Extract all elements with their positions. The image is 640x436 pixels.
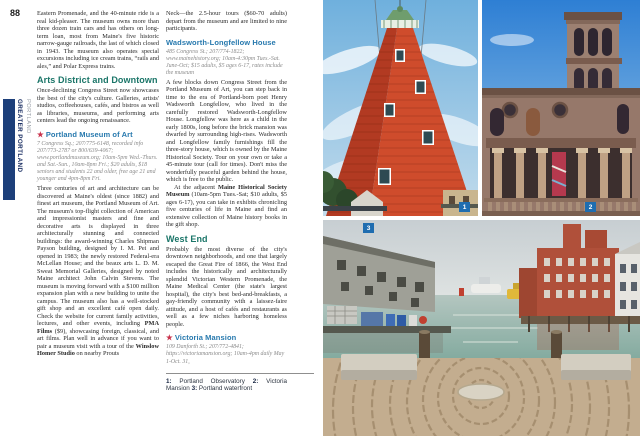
bold-winslow-homer-studio: Winslow Homer Studio: [37, 342, 159, 358]
listing-details: 7 Congress Sq.; 207/775-6148, recorded info 207/773-2787 or 800/639-4067; www.portlandmuseum.org; 10am-5pm Wed.-Thurs. and Sat.-Sun., 10am-8pm Fri.; $20 adults, $18 seniors and students 22 and older, free age 21 and younger and 4pm-8pm Fri.: [37, 140, 158, 182]
photo-number-badge: 2: [585, 202, 596, 212]
chapter-tab-bar: [3, 99, 15, 200]
bold-maine-historical-society: Maine Historical Society Museum: [166, 183, 287, 199]
listing-heading-victoria-mansion: [166, 333, 287, 342]
paragraph: Eastern Promenade, and the 40-minute ride is a real kid-pleaser. The museum owns more than three dozen train cars and has others on long-term loan, most from Maine's five historic narrow-gauge railroads, the last of which closed in 1943. The museum also operates special excursions including ice cream trains, “rails and ales,” and Polar Express trains.: [37, 10, 159, 70]
section-heading-arts-district: Arts District and Downtown: [37, 75, 158, 85]
bold-pma-films: PMA Films: [37, 320, 159, 335]
star-icon: ★: [166, 333, 173, 343]
photo-number-badge: 1: [459, 202, 470, 212]
listing-heading-wadsworth-longfellow: Wadsworth-Longfellow House: [166, 37, 276, 47]
listing-heading-portland-museum: [37, 130, 159, 139]
mansion-illustration: [482, 0, 640, 216]
photo-victoria-mansion: [482, 0, 640, 216]
photo-portland-observatory: [323, 0, 478, 216]
listing-details: 109 Danforth St.; 207/772-4841; https://victoriamansion.org; 10am-4pm daily May 1-Oct. 31,: [166, 344, 285, 365]
photo-caption: 1: Portland Observatory 2: Victoria Mansion 3: Portland waterfront: [166, 377, 287, 393]
photo-portland-waterfront: [323, 220, 640, 436]
paragraph: Neck—the 2.5-hour tours ($60-70 adults) depart from the museum and are limited to nine participants.: [166, 10, 287, 32]
listing-title: Victoria Mansion: [174, 333, 237, 343]
paragraph: Probably the most diverse of the city's downtown neighborhoods, and one that largely escaped the Great Fire of 1866, the West End includes the historically and architecturally splendid Victorian Western Promenade, the Maine Medical Center (the state's largest hospital), the city's best bed-and-breakfasts, a gay-friendly community with a laissez-faire attitude, and a host of cafés and restaurants as well as a few niches harboring homeless people.: [166, 245, 287, 328]
section-heading-west-end: West End: [166, 233, 208, 244]
page-number: 88: [10, 8, 21, 18]
observatory-illustration: [323, 0, 478, 216]
text-column-right: [166, 10, 287, 393]
chapter-tab-sublabel: PORTLAND: [25, 99, 31, 134]
paragraph: At the adjacent Maine Historical Society Museum (10am-5pm Tues.-Sat; $10 adults, $5 ages 6-17), you can take in exhibits chronicling five centuries of life in Maine and find an extensive collection of Maine history books in the gift shop.: [166, 183, 287, 229]
star-icon: ★: [37, 129, 44, 139]
text-column-left: [37, 10, 159, 358]
listing-details: 485 Congress St.; 207/774-1822; www.mainehistory.org; 10am-4:30pm Tues.-Sat. June-Oct; $15 adults, $5 ages 6-17, rates include the museum: [166, 48, 283, 76]
paragraph: Three centuries of art and architecture can be discovered at Maine's oldest (since 1882) and finest art museum, the Portland Museum of Art. The museum's top-flight collection of American and impressionist masters and fine and decorative arts is displayed in three architecturally stunning and connected buildings: the award-winning Charles Shipman Payson building, designed by I. M. Pei and opened in 1983; the newly restored Federal-era McLellan House; and the beaux arts L. D. M. Sweat Memorial Galleries, designed by noted Maine architect John Calvin Stevens. The museum is moving forward with a $100 million expansion plan with a new building to unite the campus. The museum also has a well-stocked gift shop and an excellent café open daily. Check the website for current family activities, lectures, and other events, including PMA Films ($9), showcasing foreign, classical, and art films. Plan well in advance if you want to pair a museum visit with a tour of the Winslow Homer Studio on nearby Prouts: [37, 185, 159, 358]
listing-title: Portland Museum of Art: [45, 129, 133, 139]
waterfront-illustration: [323, 220, 640, 436]
chapter-tab-label: GREATER PORTLAND: [16, 99, 23, 173]
paragraph: A few blocks down Congress Street from the Portland Museum of Art, you can step back in time to the era of Portland-born poet Henry Wadsworth Longfellow, who lived in the carefully restored Wadsworth-Longfellow House. Longfellow was here as a child in the early 1800s, long before the brick mansion was dwarfed by surrounding high-rises. Wadsworth and Longfellow family furnishings fill the three-story house, which is owned by the Maine Historical Society. Tour on your own or take a 45-minute tour (call for times). Don't miss the wonderfully peaceful garden behind the house, which is free to the public.: [166, 78, 288, 184]
paragraph: Once-declining Congress Street now showcases the best of the city's culture. Galleries, artists' studios, coffeehouses, cafés, and bistros as well as libraries, museums, and performing arts centers lead the ongoing renaissance.: [37, 87, 159, 124]
caption-divider: [166, 373, 314, 374]
photo-number-badge: 3: [363, 223, 374, 233]
